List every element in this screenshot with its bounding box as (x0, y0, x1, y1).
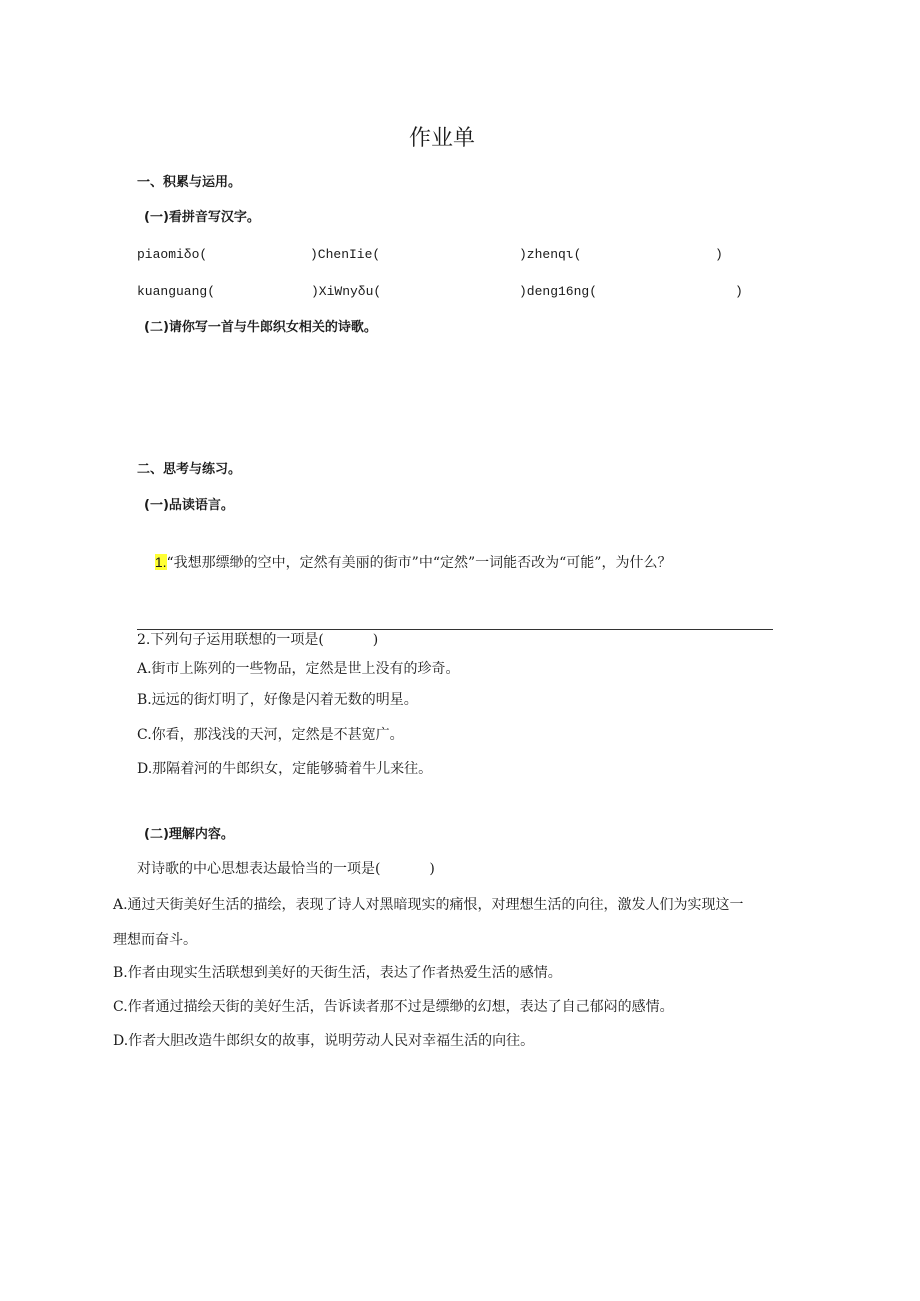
pinyin-item: ) (715, 247, 723, 262)
section1-part1-heading: (一)看拼音写汉字。 (144, 210, 260, 225)
section2-heading: 二、思考与练习。 (137, 462, 242, 477)
question-1 (137, 532, 671, 593)
question-2-option-c: C.你看，那浅浅的天河，定然是不甚宽广。 (137, 727, 404, 743)
page-title: 作业单 (409, 126, 476, 151)
section2-part2-heading: (二)理解内容。 (144, 827, 234, 842)
question-3-option-b: B.作者由现实生活联想到美好的天街生活，表达了作者热爱生活的感情。 (113, 965, 562, 981)
pinyin-item: )XiWnyδu( (311, 284, 382, 299)
pinyin-item: )deng16ng( (519, 284, 598, 299)
question-1-text: “我想那缥缈的空中，定然有美丽的街市”中“定然”一词能否改为“可能”，为什么？ (166, 555, 672, 571)
section2-part1-heading: (一)品读语言。 (144, 498, 234, 513)
section1-heading: 一、积累与运用。 (137, 175, 242, 190)
question-2-option-a: A.街市上陈列的一些物品，定然是世上没有的珍奇。 (137, 661, 460, 677)
pinyin-item: kuanguang( (137, 284, 216, 299)
question-3-option-d: D.作者大胆改造牛郎织女的故事，说明劳动人民对幸福生活的向往。 (113, 1033, 535, 1049)
pinyin-item: ) (735, 284, 743, 299)
question-3-option-c: C.作者通过描绘天街的美好生活，告诉读者那不过是缥缈的幻想，表达了自己郁闷的感情。 (113, 999, 674, 1015)
question-3-stem: 对诗歌的中心思想表达最恰当的一项是( ) (137, 861, 435, 877)
question-1-number: 1. (154, 554, 167, 570)
question-2-option-d: D.那隔着河的牛郎织女，定能够骑着牛儿来往。 (137, 761, 433, 777)
pinyin-item: )zhenqι( (519, 247, 582, 262)
pinyin-item: )ChenIie( (310, 247, 381, 262)
pinyin-item: piaomiδo( (137, 247, 208, 262)
question-2-stem: 2.下列句子运用联想的一项是( ) (137, 632, 379, 648)
question-3-option-a-continued: 理想而奋斗。 (113, 932, 197, 948)
question-2-option-b: B.远远的街灯明了，好像是闪着无数的明星。 (137, 692, 418, 708)
question-3-option-a: A.通过天街美好生活的描绘，表现了诗人对黑暗现实的痛恨，对理想生活的向往，激发人们为实现这一 (113, 897, 744, 913)
section1-part2-heading: (二)请你写一首与牛郎织女相关的诗歌。 (144, 320, 377, 335)
